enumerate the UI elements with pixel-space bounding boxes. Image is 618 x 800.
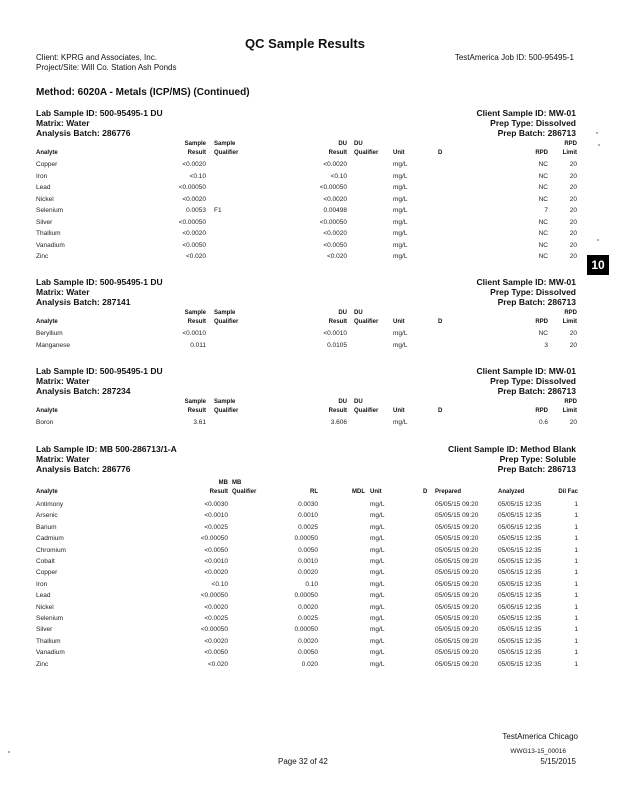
analyte-name: Manganese bbox=[36, 341, 70, 349]
table-cell: <0.0010 bbox=[182, 330, 206, 337]
table-cell: <0.0050 bbox=[204, 649, 228, 657]
column-header: Limit bbox=[562, 150, 577, 156]
prep-batch: Prep Batch: 286713 bbox=[497, 128, 576, 138]
table-cell: NC bbox=[538, 253, 548, 260]
table-cell: 1 bbox=[574, 660, 578, 668]
table-cell: mg/L bbox=[370, 637, 385, 645]
table-cell: <0.00050 bbox=[200, 592, 228, 600]
column-header-top: Sample bbox=[184, 141, 206, 147]
column-header: Result bbox=[187, 150, 206, 156]
table-cell: 0.00050 bbox=[294, 592, 318, 600]
table-cell: <0.10 bbox=[330, 172, 347, 180]
table-cell: <0.10 bbox=[189, 172, 206, 180]
analyte-name: Iron bbox=[36, 172, 48, 180]
column-header: Result bbox=[328, 150, 347, 156]
column-header: Analyzed bbox=[498, 489, 525, 495]
column-header: Result bbox=[328, 408, 347, 414]
table-cell: <0.0050 bbox=[323, 241, 347, 249]
column-header: Prepared bbox=[435, 489, 462, 495]
table-cell: 20 bbox=[569, 195, 577, 203]
column-header-top: DU bbox=[354, 310, 363, 316]
analyte-name: Copper bbox=[36, 569, 58, 577]
table-cell: <0.020 bbox=[207, 660, 228, 668]
analyte-name: Vanadium bbox=[36, 241, 65, 249]
table-cell: 0.0050 bbox=[298, 649, 318, 657]
column-header-top: Sample bbox=[184, 310, 206, 316]
table-cell: 20 bbox=[569, 330, 577, 337]
table-cell: 20 bbox=[569, 253, 577, 260]
table-cell: mg/L bbox=[393, 330, 408, 337]
analyte-name: Beryllium bbox=[36, 330, 63, 337]
column-header-top: DU bbox=[354, 399, 363, 405]
analyte-name: Cadmium bbox=[36, 535, 64, 543]
table-cell: 05/05/15 09:20 bbox=[435, 592, 479, 600]
analyte-name: Copper bbox=[36, 161, 58, 168]
prep-type: Prep Type: Soluble bbox=[499, 454, 576, 464]
analyte-name: Lead bbox=[36, 592, 51, 600]
prep-type: Prep Type: Dissolved bbox=[490, 376, 576, 386]
table-cell: 20 bbox=[569, 341, 577, 349]
table-cell: 05/05/15 09:20 bbox=[435, 558, 479, 565]
prep-batch: Prep Batch: 286713 bbox=[497, 386, 576, 396]
table-cell: mg/L bbox=[370, 626, 385, 634]
client-sample-id: Client Sample ID: MW-01 bbox=[476, 108, 576, 118]
lab-sample-id: Lab Sample ID: 500-95495-1 DU bbox=[36, 366, 163, 376]
table-cell: 3.606 bbox=[330, 419, 347, 426]
analysis-batch: Analysis Batch: 287141 bbox=[36, 297, 131, 307]
table-cell: 20 bbox=[569, 230, 577, 237]
column-header-top: MB bbox=[232, 480, 242, 486]
analyte-name: Selenium bbox=[36, 615, 64, 622]
section-tab: 10 bbox=[587, 255, 609, 275]
scan-speck bbox=[598, 144, 600, 146]
column-header: Unit bbox=[393, 319, 405, 325]
table-cell: <0.0025 bbox=[204, 615, 228, 622]
table-cell: 0.0030 bbox=[298, 501, 318, 508]
table-cell: <0.00050 bbox=[319, 184, 347, 191]
table-cell: 0.0025 bbox=[298, 523, 318, 531]
column-header: Limit bbox=[562, 319, 577, 325]
table-cell: 05/05/15 12:35 bbox=[498, 580, 542, 588]
table-cell: <0.00050 bbox=[178, 184, 206, 191]
table-cell: 0.00050 bbox=[294, 535, 318, 543]
table-cell: 0.0025 bbox=[298, 615, 318, 622]
table-cell: 1 bbox=[574, 592, 578, 600]
analyte-name: Thallium bbox=[36, 637, 61, 645]
table-cell: 1 bbox=[574, 626, 578, 634]
column-header: Qualifier bbox=[354, 150, 379, 156]
column-header-top: DU bbox=[338, 141, 347, 147]
client-sample-id: Client Sample ID: Method Blank bbox=[448, 444, 576, 454]
table-cell: 3.61 bbox=[193, 419, 206, 426]
table-cell: <0.0050 bbox=[204, 546, 228, 554]
column-header-top: Sample bbox=[214, 141, 236, 147]
table-cell: NC bbox=[538, 330, 548, 337]
column-header: Result bbox=[328, 319, 347, 325]
analyte-name: Nickel bbox=[36, 603, 54, 611]
column-header: Dil Fac bbox=[558, 489, 578, 495]
method-heading: Method: 6020A - Metals (ICP/MS) (Continued) bbox=[36, 87, 250, 98]
table-cell: 20 bbox=[569, 218, 577, 226]
column-header: Analyte bbox=[36, 489, 58, 495]
column-header: RPD bbox=[535, 150, 548, 156]
analysis-batch: Analysis Batch: 287234 bbox=[36, 386, 131, 396]
table-cell: <0.0010 bbox=[204, 512, 228, 520]
table-cell: 1 bbox=[574, 603, 578, 611]
column-header-top: DU bbox=[354, 141, 363, 147]
matrix: Matrix: Water bbox=[36, 287, 90, 297]
table-cell: 0.0020 bbox=[298, 637, 318, 645]
scan-speck bbox=[8, 751, 10, 753]
table-cell: 1 bbox=[574, 558, 578, 565]
column-header: MDL bbox=[352, 489, 365, 495]
column-header: Unit bbox=[393, 150, 405, 156]
table-cell: <0.020 bbox=[185, 253, 206, 260]
table-cell: <0.0050 bbox=[182, 241, 206, 249]
table-cell: 1 bbox=[574, 649, 578, 657]
table-cell: 1 bbox=[574, 569, 578, 577]
column-header: Result bbox=[187, 408, 206, 414]
matrix: Matrix: Water bbox=[36, 376, 90, 386]
table-cell: mg/L bbox=[393, 230, 408, 237]
table-cell: 05/05/15 12:35 bbox=[498, 535, 542, 543]
table-cell: <0.00050 bbox=[319, 218, 347, 226]
analyte-name: Arsenic bbox=[36, 512, 58, 520]
table-cell: 05/05/15 09:20 bbox=[435, 660, 479, 668]
table-cell: <0.0020 bbox=[182, 195, 206, 203]
table-cell: 05/05/15 12:35 bbox=[498, 592, 542, 600]
table-cell: <0.020 bbox=[326, 253, 347, 260]
client-sample-id: Client Sample ID: MW-01 bbox=[476, 277, 576, 287]
table-cell: 05/05/15 12:35 bbox=[498, 523, 542, 531]
column-header: Limit bbox=[562, 408, 577, 414]
table-cell: NC bbox=[538, 241, 548, 249]
table-cell: 1 bbox=[574, 637, 578, 645]
table-cell: 0.00498 bbox=[323, 207, 347, 214]
table-cell: <0.0020 bbox=[323, 230, 347, 237]
table-cell: mg/L bbox=[393, 419, 408, 426]
table-cell: <0.0020 bbox=[182, 230, 206, 237]
column-header-top: MB bbox=[218, 480, 228, 486]
analyte-name: Zinc bbox=[36, 660, 49, 668]
analyte-name: Silver bbox=[36, 626, 53, 634]
table-cell: 0.00050 bbox=[294, 626, 318, 634]
prep-type: Prep Type: Dissolved bbox=[490, 287, 576, 297]
table-cell: 0.0010 bbox=[298, 558, 318, 565]
column-header: Qualifier bbox=[232, 489, 257, 495]
column-header-top: RPD bbox=[564, 310, 577, 316]
column-header: Analyte bbox=[36, 408, 58, 414]
table-cell: 05/05/15 12:35 bbox=[498, 626, 542, 634]
table-cell: 05/05/15 12:35 bbox=[498, 558, 542, 565]
table-cell: <0.00050 bbox=[178, 218, 206, 226]
column-header: Qualifier bbox=[214, 150, 239, 156]
table-cell: 0.0105 bbox=[327, 341, 347, 349]
table-cell: 0.0020 bbox=[298, 569, 318, 577]
table-cell: 05/05/15 12:35 bbox=[498, 615, 542, 622]
analyte-name: Boron bbox=[36, 419, 54, 426]
table-cell: 0.6 bbox=[538, 419, 548, 426]
table-cell: 20 bbox=[569, 419, 577, 426]
analyte-name: Zinc bbox=[36, 253, 49, 260]
table-cell: 20 bbox=[569, 207, 577, 214]
table-cell: mg/L bbox=[393, 253, 408, 260]
table-cell: mg/L bbox=[370, 649, 385, 657]
table-cell: NC bbox=[538, 161, 548, 168]
column-header: Qualifier bbox=[354, 319, 379, 325]
column-header: Unit bbox=[393, 408, 405, 414]
column-header-top: RPD bbox=[564, 399, 577, 405]
analyte-name: Antimony bbox=[36, 501, 64, 508]
table-cell: 05/05/15 12:35 bbox=[498, 637, 542, 645]
table-cell: <0.00050 bbox=[200, 535, 228, 543]
analyte-name: Vanadium bbox=[36, 649, 65, 657]
analyte-name: Nickel bbox=[36, 195, 54, 203]
footer-date: 5/15/2015 bbox=[540, 757, 576, 766]
table-cell: mg/L bbox=[370, 603, 385, 611]
analysis-batch: Analysis Batch: 286776 bbox=[36, 128, 131, 138]
table-cell: NC bbox=[538, 195, 548, 203]
table-cell: 0.10 bbox=[305, 580, 318, 588]
matrix: Matrix: Water bbox=[36, 454, 90, 464]
table-cell: <0.0010 bbox=[204, 558, 228, 565]
table-cell: <0.0020 bbox=[323, 161, 347, 168]
column-header: D bbox=[438, 408, 443, 414]
table-cell: <0.0025 bbox=[204, 523, 228, 531]
table-cell: 05/05/15 09:20 bbox=[435, 569, 479, 577]
table-cell: 05/05/15 12:35 bbox=[498, 512, 542, 520]
analysis-batch: Analysis Batch: 286776 bbox=[36, 464, 131, 474]
table-cell: 1 bbox=[574, 580, 578, 588]
table-cell: 05/05/15 09:20 bbox=[435, 535, 479, 543]
column-header: D bbox=[438, 319, 443, 325]
table-cell: <0.0020 bbox=[204, 637, 228, 645]
table-cell: 20 bbox=[569, 172, 577, 180]
table-cell: mg/L bbox=[370, 512, 385, 520]
table-cell: 05/05/15 12:35 bbox=[498, 546, 542, 554]
page-title: QC Sample Results bbox=[245, 36, 365, 51]
table-cell: mg/L bbox=[393, 161, 408, 168]
table-cell: mg/L bbox=[370, 535, 385, 543]
table-cell: 1 bbox=[574, 501, 578, 508]
table-cell: 05/05/15 09:20 bbox=[435, 649, 479, 657]
analyte-name: Barium bbox=[36, 523, 57, 531]
table-cell: 05/05/15 09:20 bbox=[435, 512, 479, 520]
table-cell: mg/L bbox=[393, 207, 408, 214]
analyte-name: Selenium bbox=[36, 207, 64, 214]
prep-batch: Prep Batch: 286713 bbox=[497, 297, 576, 307]
analyte-name: Chromium bbox=[36, 546, 66, 554]
table-cell: <0.0020 bbox=[182, 161, 206, 168]
column-header-top: Sample bbox=[214, 310, 236, 316]
analyte-name: Thallium bbox=[36, 230, 61, 237]
table-cell: NC bbox=[538, 218, 548, 226]
table-cell: 1 bbox=[574, 523, 578, 531]
table-cell: 05/05/15 12:35 bbox=[498, 660, 542, 668]
table-cell: mg/L bbox=[370, 501, 385, 508]
table-cell: mg/L bbox=[393, 341, 408, 349]
column-header: Analyte bbox=[36, 319, 58, 325]
lab-sample-id: Lab Sample ID: MB 500-286713/1-A bbox=[36, 444, 177, 454]
table-cell: <0.0020 bbox=[323, 195, 347, 203]
column-header: Result bbox=[209, 489, 228, 495]
table-cell: <0.0020 bbox=[204, 603, 228, 611]
job-id: TestAmerica Job ID: 500-95495-1 bbox=[454, 53, 574, 62]
table-cell: NC bbox=[538, 172, 548, 180]
table-cell: 05/05/15 09:20 bbox=[435, 603, 479, 611]
table-cell: 05/05/15 09:20 bbox=[435, 615, 479, 622]
table-cell: 0.0020 bbox=[298, 603, 318, 611]
scan-speck bbox=[597, 239, 599, 241]
table-cell: 0.0050 bbox=[298, 546, 318, 554]
column-header: RPD bbox=[535, 408, 548, 414]
column-header: Qualifier bbox=[214, 319, 239, 325]
table-cell: <0.0020 bbox=[204, 569, 228, 577]
table-cell: <0.0010 bbox=[323, 330, 347, 337]
column-header: Qualifier bbox=[214, 408, 239, 414]
column-header-top: RPD bbox=[564, 141, 577, 147]
table-cell: mg/L bbox=[370, 660, 385, 668]
table-cell: 05/05/15 12:35 bbox=[498, 649, 542, 657]
table-cell: 05/05/15 12:35 bbox=[498, 603, 542, 611]
footer-company: TestAmerica Chicago bbox=[502, 732, 578, 741]
analyte-name: Cobalt bbox=[36, 558, 55, 565]
table-cell: 0.0053 bbox=[186, 207, 206, 214]
table-cell: mg/L bbox=[370, 546, 385, 554]
table-cell: mg/L bbox=[370, 615, 385, 622]
column-header: D bbox=[438, 150, 443, 156]
table-cell: <0.00050 bbox=[200, 626, 228, 634]
table-cell: mg/L bbox=[393, 184, 408, 191]
table-cell: <0.0030 bbox=[204, 501, 228, 508]
column-header-top: Sample bbox=[184, 399, 206, 405]
table-cell: F1 bbox=[214, 207, 222, 214]
column-header: Qualifier bbox=[354, 408, 379, 414]
prep-batch: Prep Batch: 286713 bbox=[497, 464, 576, 474]
table-cell: mg/L bbox=[370, 558, 385, 565]
lab-sample-id: Lab Sample ID: 500-95495-1 DU bbox=[36, 277, 163, 287]
analyte-name: Iron bbox=[36, 580, 48, 588]
table-cell: 05/05/15 09:20 bbox=[435, 637, 479, 645]
table-cell: 05/05/15 09:20 bbox=[435, 626, 479, 634]
table-cell: 7 bbox=[544, 207, 548, 214]
table-cell: 05/05/15 12:35 bbox=[498, 569, 542, 577]
table-cell: mg/L bbox=[393, 172, 408, 180]
table-cell: 05/05/15 09:20 bbox=[435, 523, 479, 531]
table-cell: mg/L bbox=[393, 195, 408, 203]
table-cell: 1 bbox=[574, 615, 578, 622]
matrix: Matrix: Water bbox=[36, 118, 90, 128]
analyte-name: Lead bbox=[36, 184, 51, 191]
footer-page: Page 32 of 42 bbox=[278, 757, 328, 766]
table-cell: mg/L bbox=[370, 523, 385, 531]
client-name: Client: KPRG and Associates, Inc. bbox=[36, 53, 157, 62]
table-cell: 3 bbox=[544, 341, 548, 349]
analyte-name: Silver bbox=[36, 218, 53, 226]
footer-doc-id: WWG13-15_00016 bbox=[510, 748, 566, 755]
column-header-top: DU bbox=[338, 399, 347, 405]
table-cell: 05/05/15 09:20 bbox=[435, 546, 479, 554]
table-cell: NC bbox=[538, 230, 548, 237]
table-cell: 1 bbox=[574, 512, 578, 520]
column-header: RPD bbox=[535, 319, 548, 325]
column-header-top: Sample bbox=[214, 399, 236, 405]
table-cell: 20 bbox=[569, 241, 577, 249]
table-cell: 1 bbox=[574, 535, 578, 543]
table-cell: mg/L bbox=[393, 218, 408, 226]
table-cell: 1 bbox=[574, 546, 578, 554]
prep-type: Prep Type: Dissolved bbox=[490, 118, 576, 128]
column-header: RL bbox=[310, 489, 318, 495]
project-site: Project/Site: Will Co. Station Ash Ponds bbox=[36, 63, 177, 72]
table-cell: mg/L bbox=[370, 592, 385, 600]
column-header: Analyte bbox=[36, 150, 58, 156]
client-sample-id: Client Sample ID: MW-01 bbox=[476, 366, 576, 376]
table-cell: mg/L bbox=[370, 569, 385, 577]
column-header-top: DU bbox=[338, 310, 347, 316]
table-cell: mg/L bbox=[370, 580, 385, 588]
table-cell: 0.020 bbox=[301, 660, 318, 668]
table-cell: 05/05/15 09:20 bbox=[435, 501, 479, 508]
table-cell: 05/05/15 12:35 bbox=[498, 501, 542, 508]
table-cell: 0.011 bbox=[190, 341, 206, 349]
table-cell: 20 bbox=[569, 161, 577, 168]
scan-speck bbox=[596, 132, 598, 134]
table-cell: mg/L bbox=[393, 241, 408, 249]
table-cell: 20 bbox=[569, 184, 577, 191]
table-cell: 0.0010 bbox=[298, 512, 318, 520]
lab-sample-id: Lab Sample ID: 500-95495-1 DU bbox=[36, 108, 163, 118]
table-cell: NC bbox=[538, 184, 548, 191]
column-header: Unit bbox=[370, 489, 382, 495]
table-cell: 05/05/15 09:20 bbox=[435, 580, 479, 588]
table-cell: <0.10 bbox=[211, 580, 228, 588]
column-header: D bbox=[423, 489, 428, 495]
column-header: Result bbox=[187, 319, 206, 325]
